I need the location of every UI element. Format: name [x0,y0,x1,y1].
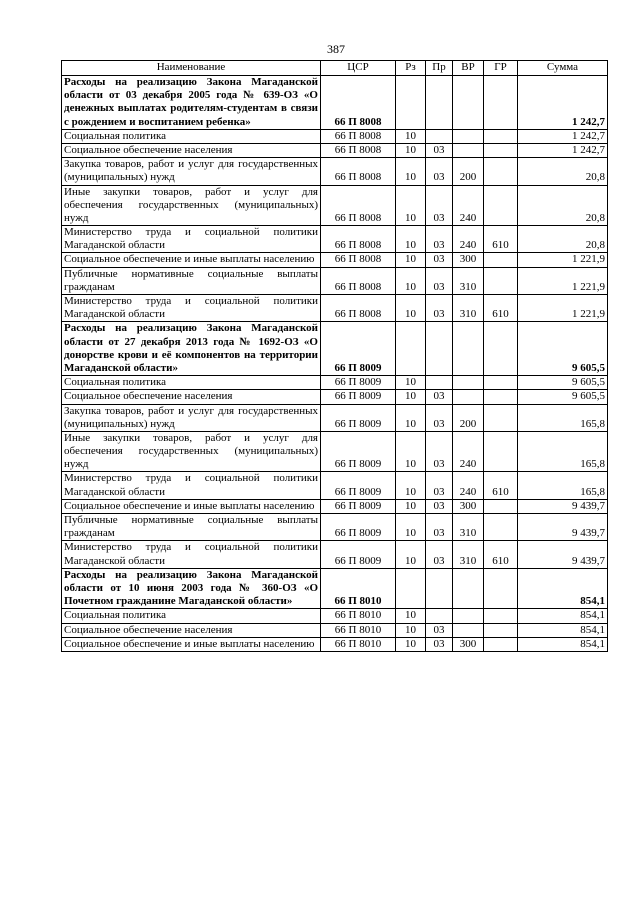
row-sum: 9 605,5 [518,322,608,376]
row-csr: 66 П 8008 [321,185,396,226]
row-gr [484,185,518,226]
row-csr: 66 П 8008 [321,129,396,143]
row-name: Социальная политика [62,376,321,390]
row-rz: 10 [396,431,426,472]
row-vr: 310 [453,295,484,322]
row-gr [484,253,518,267]
table-row [62,514,608,541]
row-gr: 610 [484,472,518,499]
table-body [62,76,608,652]
row-vr [453,623,484,637]
row-csr: 66 П 8010 [321,637,396,651]
row-pr [426,609,453,623]
row-name: Социальное обеспечение населения [62,143,321,157]
row-sum: 1 242,7 [518,143,608,157]
table-row [62,295,608,322]
table-row-heading [62,322,608,376]
row-pr: 03 [426,158,453,185]
row-gr [484,514,518,541]
row-name: Социальное обеспечение и иные выплаты населению [62,253,321,267]
row-sum: 20,8 [518,226,608,253]
row-name: Иные закупки товаров, работ и услуг для обеспечения государственных (муниципальных) нужд [62,185,321,226]
row-gr [484,376,518,390]
row-gr [484,267,518,294]
row-gr [484,431,518,472]
row-pr [426,568,453,609]
row-pr: 03 [426,541,453,568]
table-row [62,404,608,431]
row-name: Социальная политика [62,129,321,143]
row-gr [484,623,518,637]
row-rz: 10 [396,623,426,637]
row-name: Расходы на реализацию Закона Магаданской области от 03 декабря 2005 года № 639-ОЗ «О денежных выплатах родителям-студентам в связи с рождением и воспитанием ребенка» [62,76,321,130]
row-sum: 165,8 [518,472,608,499]
row-name: Закупка товаров, работ и услуг для государственных (муниципальных) нужд [62,158,321,185]
row-sum: 1 221,9 [518,295,608,322]
row-rz: 10 [396,185,426,226]
row-pr: 03 [426,390,453,404]
row-sum: 1 221,9 [518,267,608,294]
table-row [62,609,608,623]
row-gr [484,390,518,404]
row-sum: 1 242,7 [518,129,608,143]
row-gr [484,499,518,513]
row-vr [453,390,484,404]
row-rz: 10 [396,267,426,294]
row-name: Иные закупки товаров, работ и услуг для обеспечения государственных (муниципальных) нужд [62,431,321,472]
row-pr [426,376,453,390]
row-rz: 10 [396,295,426,322]
row-csr: 66 П 8008 [321,76,396,130]
row-vr: 240 [453,431,484,472]
row-rz: 10 [396,390,426,404]
row-csr: 66 П 8009 [321,541,396,568]
row-gr: 610 [484,295,518,322]
row-sum: 1 221,9 [518,253,608,267]
row-sum: 165,8 [518,431,608,472]
row-name: Социальное обеспечение населения [62,390,321,404]
row-vr [453,129,484,143]
table-row [62,637,608,651]
row-pr: 03 [426,143,453,157]
table-row [62,472,608,499]
row-pr: 03 [426,514,453,541]
row-pr: 03 [426,637,453,651]
row-pr: 03 [426,185,453,226]
row-name: Закупка товаров, работ и услуг для государственных (муниципальных) нужд [62,404,321,431]
row-pr: 03 [426,472,453,499]
table-row [62,623,608,637]
row-pr: 03 [426,404,453,431]
row-csr: 66 П 8009 [321,390,396,404]
row-rz: 10 [396,253,426,267]
row-vr: 310 [453,541,484,568]
row-vr: 200 [453,158,484,185]
row-gr: 610 [484,226,518,253]
row-pr: 03 [426,431,453,472]
column-header-csr: ЦСР [321,61,396,76]
row-csr: 66 П 8010 [321,609,396,623]
row-rz: 10 [396,129,426,143]
column-header-pr: Пр [426,61,453,76]
row-rz [396,568,426,609]
row-sum: 9 439,7 [518,499,608,513]
table-header [62,61,608,76]
row-pr [426,322,453,376]
row-name: Расходы на реализацию Закона Магаданской области от 10 июня 2003 года № 360-ОЗ «О Почетном гражданине Магаданской области» [62,568,321,609]
row-vr: 240 [453,226,484,253]
row-rz [396,322,426,376]
row-sum: 854,1 [518,568,608,609]
row-name: Министерство труда и социальной политики Магаданской области [62,295,321,322]
row-rz: 10 [396,541,426,568]
row-sum: 9 605,5 [518,376,608,390]
row-vr: 240 [453,472,484,499]
row-sum: 1 242,7 [518,76,608,130]
row-pr: 03 [426,623,453,637]
row-csr: 66 П 8009 [321,514,396,541]
row-sum: 165,8 [518,404,608,431]
row-gr [484,404,518,431]
column-header-gr: ГР [484,61,518,76]
row-sum: 20,8 [518,158,608,185]
row-sum: 854,1 [518,609,608,623]
row-rz: 10 [396,226,426,253]
row-name: Публичные нормативные социальные выплаты гражданам [62,514,321,541]
row-sum: 9 439,7 [518,514,608,541]
row-pr: 03 [426,253,453,267]
row-sum: 854,1 [518,637,608,651]
row-name: Расходы на реализацию Закона Магаданской области от 27 декабря 2013 года № 1692-ОЗ «О донорстве крови и её компонентов на территории Магаданской области» [62,322,321,376]
table-row [62,499,608,513]
row-csr: 66 П 8009 [321,472,396,499]
row-rz: 10 [396,514,426,541]
row-vr: 300 [453,499,484,513]
column-header-sum: Сумма [518,61,608,76]
column-header-rz: Рз [396,61,426,76]
row-rz: 10 [396,158,426,185]
table-row [62,253,608,267]
row-pr: 03 [426,226,453,253]
row-rz: 10 [396,637,426,651]
row-csr: 66 П 8008 [321,267,396,294]
row-gr [484,129,518,143]
table-row-heading [62,568,608,609]
table-row [62,143,608,157]
row-rz [396,76,426,130]
row-rz: 10 [396,472,426,499]
row-pr: 03 [426,295,453,322]
column-header-vr: ВР [453,61,484,76]
row-pr: 03 [426,499,453,513]
row-csr: 66 П 8009 [321,322,396,376]
table-row [62,129,608,143]
table-row [62,226,608,253]
row-vr [453,322,484,376]
row-vr: 300 [453,637,484,651]
row-rz: 10 [396,404,426,431]
row-pr: 03 [426,267,453,294]
table-row [62,376,608,390]
table-row-heading [62,76,608,130]
table-row [62,541,608,568]
row-csr: 66 П 8010 [321,623,396,637]
row-rz: 10 [396,499,426,513]
row-csr: 66 П 8009 [321,376,396,390]
row-csr: 66 П 8009 [321,431,396,472]
row-vr: 200 [453,404,484,431]
row-vr: 310 [453,514,484,541]
row-pr [426,129,453,143]
row-rz: 10 [396,143,426,157]
row-vr [453,143,484,157]
row-gr [484,76,518,130]
row-vr: 310 [453,267,484,294]
row-gr: 610 [484,541,518,568]
row-vr [453,76,484,130]
row-csr: 66 П 8008 [321,295,396,322]
row-vr: 300 [453,253,484,267]
row-vr [453,376,484,390]
row-name: Публичные нормативные социальные выплаты гражданам [62,267,321,294]
table-row [62,267,608,294]
row-sum: 9 439,7 [518,541,608,568]
row-name: Министерство труда и социальной политики Магаданской области [62,226,321,253]
page-number: 387 [327,42,345,56]
row-sum: 20,8 [518,185,608,226]
row-csr: 66 П 8009 [321,404,396,431]
row-name: Социальное обеспечение населения [62,623,321,637]
row-rz: 10 [396,376,426,390]
row-csr: 66 П 8010 [321,568,396,609]
header-row [62,61,608,76]
row-gr [484,143,518,157]
row-gr [484,158,518,185]
table-row [62,185,608,226]
row-sum: 854,1 [518,623,608,637]
row-csr: 66 П 8008 [321,226,396,253]
row-rz: 10 [396,609,426,623]
row-gr [484,609,518,623]
row-name: Социальная политика [62,609,321,623]
table-row [62,390,608,404]
row-sum: 9 605,5 [518,390,608,404]
row-vr [453,568,484,609]
row-csr: 66 П 8008 [321,158,396,185]
row-pr [426,76,453,130]
row-vr [453,609,484,623]
row-csr: 66 П 8009 [321,499,396,513]
table-row [62,158,608,185]
row-name: Министерство труда и социальной политики Магаданской области [62,541,321,568]
row-name: Министерство труда и социальной политики Магаданской области [62,472,321,499]
row-csr: 66 П 8008 [321,253,396,267]
row-name: Социальное обеспечение и иные выплаты населению [62,499,321,513]
row-csr: 66 П 8008 [321,143,396,157]
row-gr [484,637,518,651]
row-name: Социальное обеспечение и иные выплаты населению [62,637,321,651]
row-gr [484,322,518,376]
row-vr: 240 [453,185,484,226]
table-row [62,431,608,472]
column-header-name: Наименование [62,61,321,76]
row-gr [484,568,518,609]
budget-table [61,60,608,652]
